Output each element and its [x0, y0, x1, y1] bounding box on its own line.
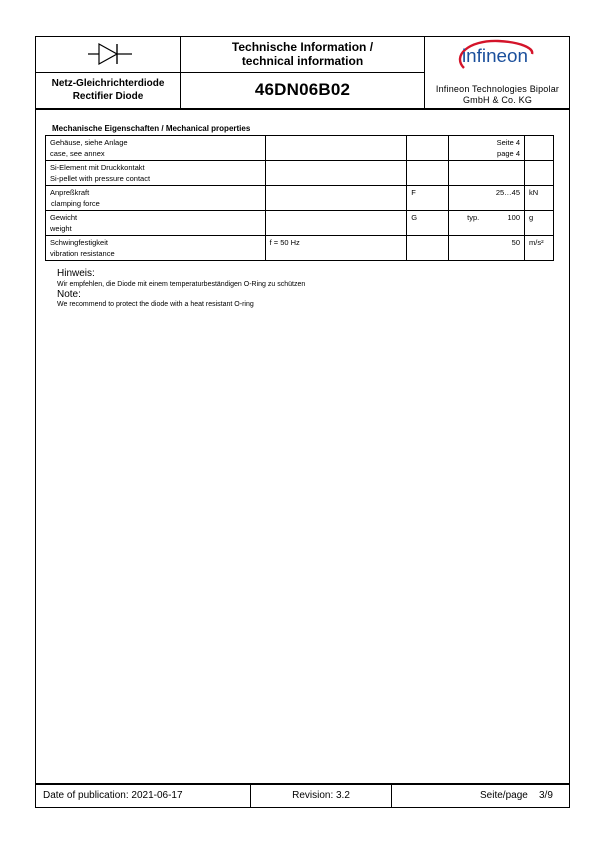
page-number: 3/9 [539, 790, 553, 801]
mechanical-properties-table [45, 135, 554, 261]
value-prefix: typ. [467, 213, 480, 222]
value-cell [449, 211, 525, 236]
condition-cell [265, 186, 407, 211]
parameter-name-de: Schwingfestigkeit [50, 238, 108, 247]
parameter-name-en: Si-pellet with pressure contact [50, 174, 151, 183]
revision: Revision: 3.2 [292, 790, 350, 801]
hinweis-label: Hinweis: [57, 268, 95, 279]
company-name-line2: GmbH & Co. KG [462, 95, 533, 105]
symbol-cell [407, 161, 449, 186]
diode-symbol-icon [88, 42, 132, 66]
parameter-name-en: case, see annex [50, 149, 105, 158]
parameter-name-en: weight [50, 224, 72, 233]
symbol-cell: G [407, 211, 449, 236]
symbol-cell [407, 236, 449, 261]
condition-cell [265, 211, 407, 236]
value-line1: 100 [507, 213, 520, 222]
condition-cell [265, 161, 407, 186]
hinweis-text: Wir empfehlen, die Diode mit einem temperaturbeständigen O-Ring zu schützen [57, 281, 306, 288]
doc-title-de: Technische Information / [231, 40, 374, 54]
condition-cell [265, 136, 407, 161]
condition-cell: f = 50 Hz [265, 236, 407, 261]
footer-divider-right [391, 784, 392, 808]
page-label: Seite/page [480, 790, 528, 801]
unit-cell [525, 161, 554, 186]
svg-text:infineon: infineon [462, 46, 528, 66]
value-cell [449, 136, 525, 161]
note-text: We recommend to protect the diode with a heat resistant O-ring [57, 301, 254, 308]
unit-cell: kN [525, 186, 554, 211]
header-mid-rule [35, 72, 425, 73]
parameter-cell [46, 186, 266, 211]
parameter-cell [46, 211, 266, 236]
unit-cell: g [525, 211, 554, 236]
unit-cell [525, 136, 554, 161]
parameter-cell [46, 161, 266, 186]
publication-date: Date of publication: 2021-06-17 [43, 790, 183, 801]
infineon-logo-icon [454, 38, 538, 74]
table-row [46, 211, 554, 236]
parameter-name-de: Si-Element mit Druckkontakt [50, 163, 145, 172]
parameter-name-de: Anpreßkraft [50, 188, 90, 197]
device-description-de: Netz-Gleichrichterdiode [51, 78, 165, 89]
part-number: 46DN06B02 [254, 80, 351, 99]
table-row [46, 136, 554, 161]
value-cell [449, 161, 525, 186]
parameter-name-de: Gewicht [50, 213, 78, 222]
symbol-cell [407, 136, 449, 161]
parameter-name-en: vibration resistance [50, 249, 115, 258]
footer-top-rule [35, 783, 570, 785]
device-description-en: Rectifier Diode [72, 91, 144, 102]
section-title: Mechanische Eigenschaften / Mechanical properties [52, 124, 251, 133]
value-cell: 50 [449, 236, 525, 261]
parameter-cell [46, 136, 266, 161]
unit-cell: m/s² [525, 236, 554, 261]
table-row [46, 161, 554, 186]
parameter-name-en: clamping force [51, 199, 100, 208]
symbol-cell: F [407, 186, 449, 211]
table-row [46, 236, 554, 261]
header-bottom-rule [35, 108, 570, 110]
value-line2: page 4 [497, 149, 520, 158]
value-cell: 25…45 [449, 186, 525, 211]
table-row [46, 186, 554, 211]
company-name-line1: Infineon Technologies Bipolar [435, 84, 560, 94]
note-label: Note: [57, 289, 81, 300]
doc-title-en: technical information [241, 54, 364, 68]
value-line1: Seite 4 [496, 138, 520, 147]
parameter-name-de: Gehäuse, siehe Anlage [50, 138, 128, 147]
parameter-cell [46, 236, 266, 261]
